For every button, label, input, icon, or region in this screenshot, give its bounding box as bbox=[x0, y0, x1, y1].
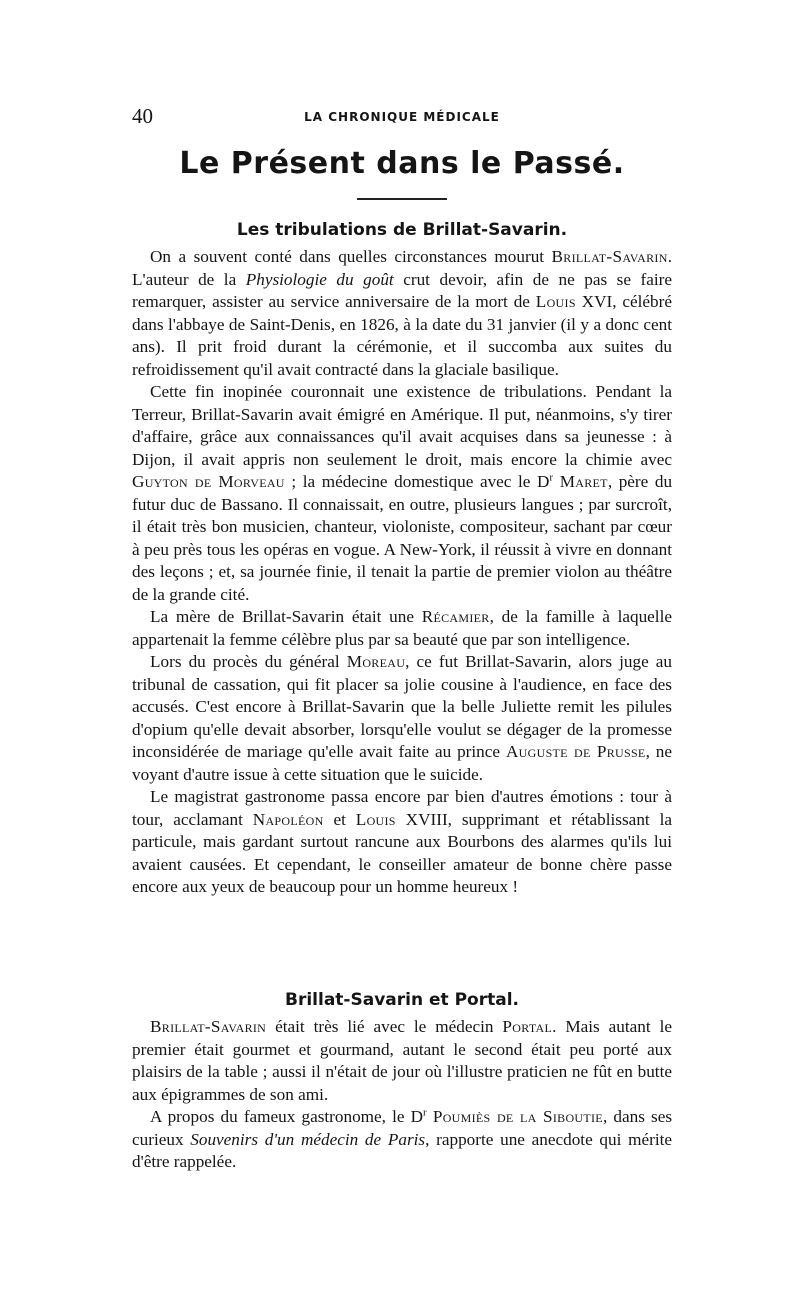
person-name: Napoléon bbox=[252, 809, 324, 829]
journal-title: LA CHRONIQUE MÉDICALE bbox=[304, 110, 500, 124]
section-body-tribulations bbox=[132, 246, 672, 899]
section-heading-tribulations: Les tribulations de Brillat-Savarin. bbox=[236, 220, 568, 240]
text-run: Lors du procès du général bbox=[150, 652, 347, 671]
section-body-portal bbox=[132, 1016, 672, 1174]
text-run: On a souvent conté dans quelles circonstances mourut bbox=[150, 247, 552, 266]
text-run: était très lié avec le médecin bbox=[266, 1017, 503, 1036]
section-heading-portal: Brillat-Savarin et Portal. bbox=[285, 990, 519, 1010]
text-run: crut devoir, afin de ne pas se faire remarquer, assister au service anniversaire de la mort de bbox=[132, 269, 673, 311]
person-name: Guyton de Morveau bbox=[132, 472, 285, 491]
text-run: Cette fin inopinée couronnait une existence de tribulations. Pendant la Terreur, Brillat-Savarin avait émigré en Amérique. Il put, néanmoins, s'y tirer d'affaire, grâce aux connaissances qu'il avait acquises dans sa jeunesse : à Dijon, il avait appris non seulement le droit, mais encore la chimie avec bbox=[132, 382, 672, 469]
superscript: r bbox=[549, 471, 554, 484]
person-name: Maret bbox=[559, 472, 608, 491]
page-number: 40 bbox=[132, 104, 153, 128]
paragraph bbox=[132, 651, 672, 786]
text-run: , père du futur duc de Bassano. Il connaissait, en outre, plusieurs langues ; par surcroît, il était très bon musicien, chanteur, violoniste, compositeur, sachant par cœur à peu près tous les opéras en vogue. A New-York, il réussit à vivre en donnant des leçons ; et, sa journée finie, il tenait la partie de premier violon au théâtre de la grande cité. bbox=[132, 472, 673, 604]
paragraph bbox=[132, 606, 672, 651]
paragraph bbox=[132, 786, 672, 899]
person-name: Brillat-Savarin bbox=[551, 247, 668, 266]
text-run: A propos du fameux gastronome, le D bbox=[150, 1107, 424, 1126]
book-title: Physiologie du goût bbox=[245, 269, 394, 289]
text-run: ; la médecine domestique avec le D bbox=[284, 472, 550, 491]
person-name: Auguste de Prusse bbox=[505, 742, 646, 761]
paragraph bbox=[132, 1106, 672, 1174]
text-run: , ne voyant d'autre issue à cette situation que le suicide. bbox=[132, 742, 672, 784]
text-run: , rapporte une anecdote qui mérite d'être rappelée. bbox=[132, 1129, 672, 1171]
paragraph bbox=[132, 1016, 672, 1106]
person-name: Moreau bbox=[346, 652, 406, 671]
superscript: r bbox=[423, 1106, 427, 1119]
text-run: , ce fut Brillat-Savarin, alors juge au tribunal de cassation, qui fit placer sa jolie cousine à l'audience, en face des accusés. C'est encore à Brillat-Savarin que la belle Juliette remit les pilules d'opium qu'elle devait absorber, lorsqu'elle voulut se dégager de la promesse inconsidérée de mariage qu'elle avait faite au prince bbox=[132, 652, 673, 761]
running-head bbox=[132, 104, 672, 134]
text-run: , dans ses curieux bbox=[132, 1107, 673, 1149]
text-run bbox=[553, 472, 560, 491]
text-run: XVI, célébré dans l'abbaye de Saint-Denis, en 1826, à la date du 31 janvier (il y a donc cent ans). Il prit froid durant la cérémonie, et il succomba aux suites du refroidissement qu'il avait contracté dans la glaciale basilique. bbox=[132, 292, 672, 379]
text-run: La mère de Brillat-Savarin était une bbox=[150, 607, 422, 626]
book-title: Souvenirs d'un médecin de Paris bbox=[190, 1129, 426, 1149]
text-run: , de la famille à laquelle appartenait la femme célèbre plus par sa beauté que par son intelligence. bbox=[132, 607, 672, 649]
paragraph bbox=[132, 246, 672, 381]
text-run: XVIII, supprimant et rétablissant la particule, mais gardant surtout rancune aux Bourbons des alarmes qu'ils lui avaient causées. Et cependant, le conseiller amateur de bonne chère passe encore aux yeux de beaucoup pour un homme heureux ! bbox=[132, 809, 672, 896]
person-name: Récamier bbox=[421, 607, 490, 626]
text-run: . L'auteur de la bbox=[132, 247, 672, 289]
text-run: . Mais autant le premier était gourmet et gourmand, autant le second était peu porté aux plaisirs de la table ; aussi il n'était de jour où l'illustre praticien ne fût en butte aux épigrammes de son ami. bbox=[132, 1017, 672, 1104]
person-name: Louis bbox=[535, 292, 576, 311]
person-name: Brillat-Savarin bbox=[150, 1017, 267, 1036]
person-name: Louis bbox=[355, 809, 396, 829]
text-run: et bbox=[323, 809, 356, 829]
paragraph bbox=[132, 381, 672, 606]
person-name: Portal bbox=[502, 1017, 553, 1036]
title-divider bbox=[357, 198, 447, 200]
person-name: Poumiès de la Siboutie bbox=[432, 1107, 603, 1126]
text-run: Le magistrat gastronome passa encore par bien d'autres émotions : tour à tour, acclamant bbox=[132, 787, 672, 829]
article-title: Le Présent dans le Passé. bbox=[179, 146, 625, 181]
